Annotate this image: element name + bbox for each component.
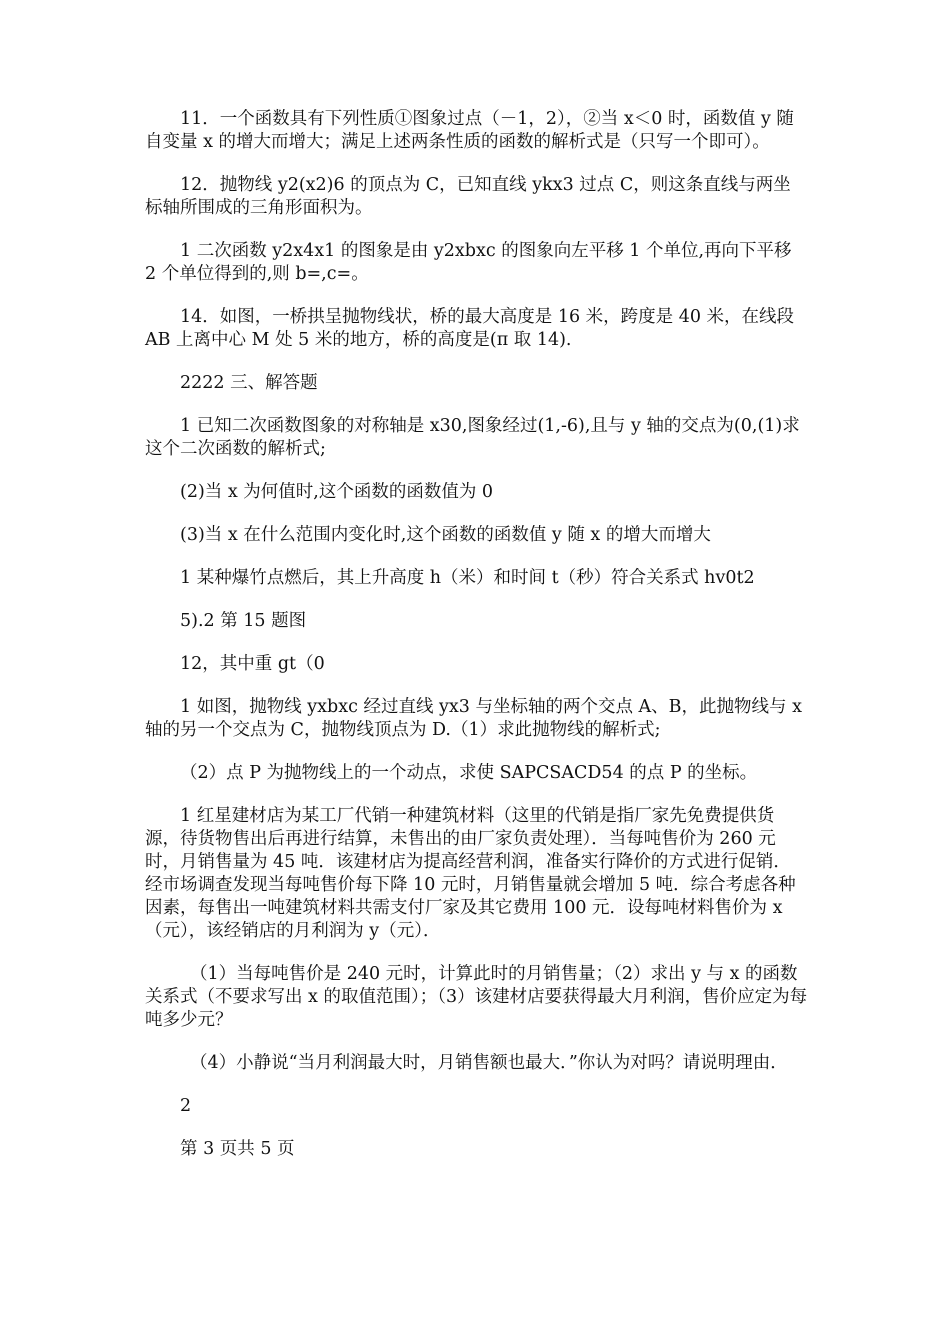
problem-quadratic-part-1: 1 已知二次函数图象的对称轴是 x30,图象经过(1,-6),且与 y 轴的交点为(0,(1)求这个二次函数的解析式; bbox=[145, 416, 800, 459]
section-heading: 2222 三、解答题 bbox=[180, 373, 318, 393]
question-14: 14．如图，一桥拱呈抛物线状，桥的最大高度是 16 米，跨度是 40 米，在线段 AB 上离中心 M 处 5 米的地方，桥的高度是(π 取 14). bbox=[145, 307, 795, 350]
problem-firework-fragment: 12，其中重 gt（0 bbox=[180, 654, 325, 674]
problem-parabola-part-2: （2）点 P 为抛物线上的一个动点，求使 SAPCSACD54 的点 P 的坐标。 bbox=[180, 763, 758, 783]
problem-firework: 1 某种爆竹点燃后，其上升高度 h（米）和时间 t（秒）符合关系式 hv0t2 bbox=[180, 568, 755, 588]
stray-number: 2 bbox=[180, 1096, 192, 1116]
problem-quadratic-part-2: (2)当 x 为何值时,这个函数的函数值为 0 bbox=[180, 482, 494, 502]
question-13: 1 二次函数 y2x4x1 的图象是由 y2xbxc 的图象向左平移 1 个单位,再向下平移 2 个单位得到的,则 b=,c=。 bbox=[145, 241, 792, 284]
problem-firework-figure-caption: 5).2 第 15 题图 bbox=[180, 611, 307, 631]
problem-building-materials: 1 红星建材店为某工厂代销一种建筑材料（这里的代销是指厂家先免费提供货源，待货物售出后再进行结算，未售出的由厂家负责处理）．当每吨售价为 260 元时，月销售量为 45 吨．该建材店为提高经营利润，准备实行降价的方式进行促销．经市场调查发现当每吨售价每下降 10 元时，月销售量就会增加 5 吨．综合考虑各种因素，每售出一吨建筑材料共需支付厂家及其它费用 100 元．设每吨材料售价为 x（元），该经销店的月利润为 y（元）． bbox=[145, 806, 796, 941]
question-12: 12．抛物线 y2(x2)6 的顶点为 C，已知直线 ykx3 过点 C，则这条直线与两坐标轴所围成的三角形面积为。 bbox=[145, 175, 791, 218]
page-footer: 第 3 页共 5 页 bbox=[180, 1139, 295, 1159]
problem-building-materials-questions: （1）当每吨售价是 240 元时，计算此时的月销售量；（2）求出 y 与 x 的函数关系式（不要求写出 x 的取值范围）；（3）该建材店要获得最大月利润，售价应定为每吨多少元？ bbox=[145, 964, 808, 1030]
problem-parabola-part-1: 1 如图，抛物线 yxbxc 经过直线 yx3 与坐标轴的两个交点 A、B，此抛物线与 x 轴的另一个交点为 C，抛物线顶点为 D.（1）求此抛物线的解析式; bbox=[145, 697, 802, 740]
problem-quadratic-part-3: (3)当 x 在什么范围内变化时,这个函数的函数值 y 随 x 的增大而增大 bbox=[180, 525, 711, 545]
question-11: 11．一个函数具有下列性质①图象过点（－1，2），②当 x＜0 时，函数值 y 随自变量 x 的增大而增大；满足上述两条性质的函数的解析式是（只写一个即可）。 bbox=[145, 109, 794, 152]
problem-building-materials-question-4: （4）小静说“当月利润最大时，月销售额也最大．”你认为对吗？请说明理由． bbox=[190, 1053, 788, 1073]
